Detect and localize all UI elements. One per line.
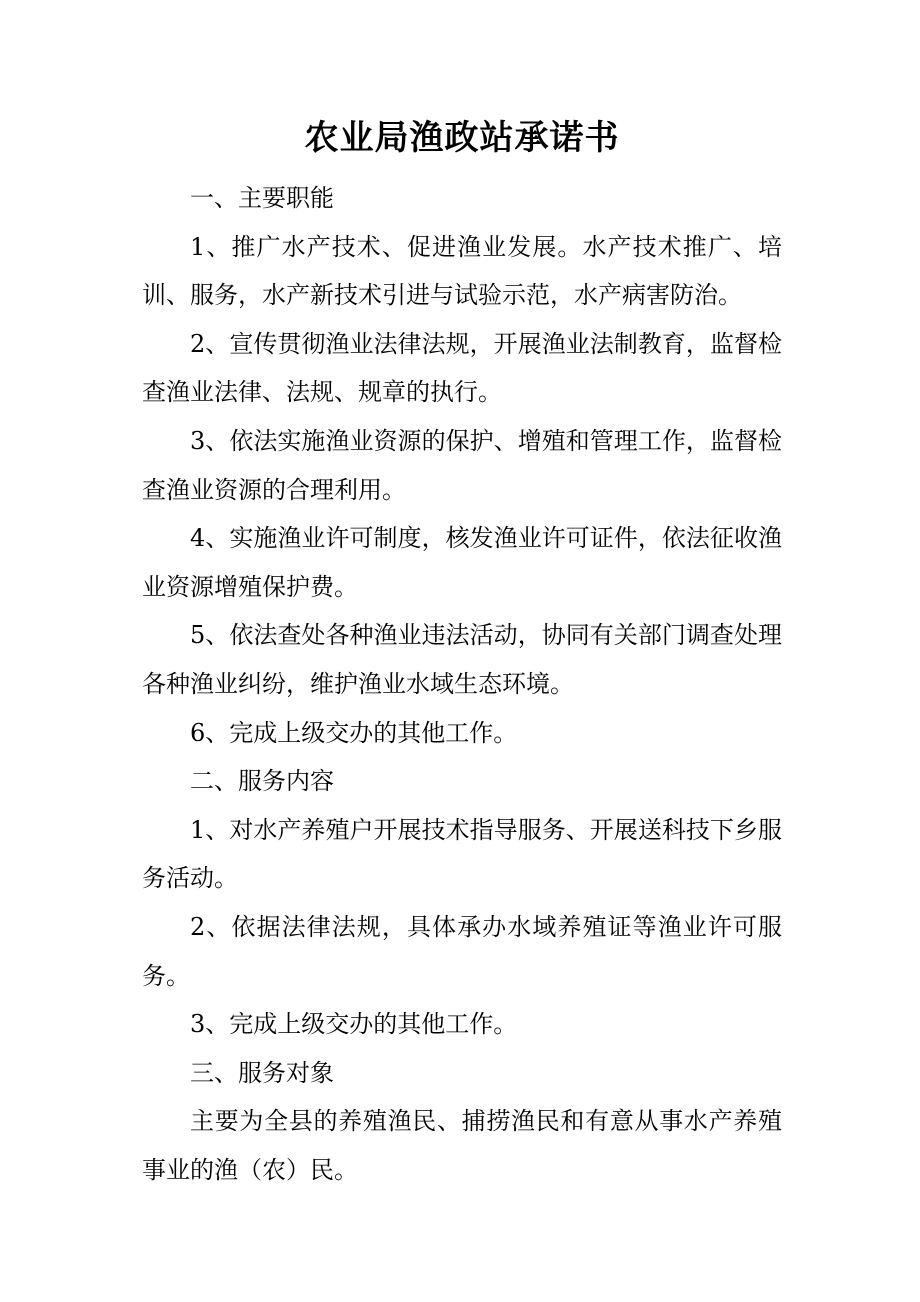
section-heading-service-targets: 三、服务对象 — [190, 1058, 334, 1087]
function-item-1: 1、推广水产技术、促进渔业发展。水产技术推广、培训、服务，水产新技术引进与试验示范，水产病害防治。 — [142, 232, 782, 310]
service-item-1: 1、对水产养殖户开展技术指导服务、开展送科技下乡服务活动。 — [142, 815, 782, 893]
service-targets-text: 主要为全县的养殖渔民、捕捞渔民和有意从事水产养殖事业的渔（农）民。 — [142, 1107, 782, 1184]
function-item-3: 3、依法实施渔业资源的保护、增殖和管理工作，监督检查渔业资源的合理利用。 — [142, 426, 782, 504]
function-item-6: 6、完成上级交办的其他工作。 — [190, 718, 518, 747]
function-item-4: 4、实施渔业许可制度，核发渔业许可证件，依法征收渔业资源增殖保护费。 — [142, 524, 782, 601]
function-item-2: 2、宣传贯彻渔业法律法规，开展渔业法制教育，监督检查渔业法律、法规、规章的执行。 — [142, 329, 782, 407]
section-heading-service-content: 二、服务内容 — [190, 767, 334, 796]
function-item-5: 5、依法查处各种渔业违法活动，协同有关部门调查处理各种渔业纠纷，维护渔业水域生态环境。 — [142, 621, 782, 698]
service-item-2: 2、依据法律法规，具体承办水域养殖证等渔业许可服务。 — [142, 912, 782, 990]
section-heading-main-functions: 一、主要职能 — [190, 184, 334, 212]
document-title: 农业局渔政站承诺书 — [304, 118, 620, 158]
service-item-3: 3、完成上级交办的其他工作。 — [190, 1010, 518, 1039]
